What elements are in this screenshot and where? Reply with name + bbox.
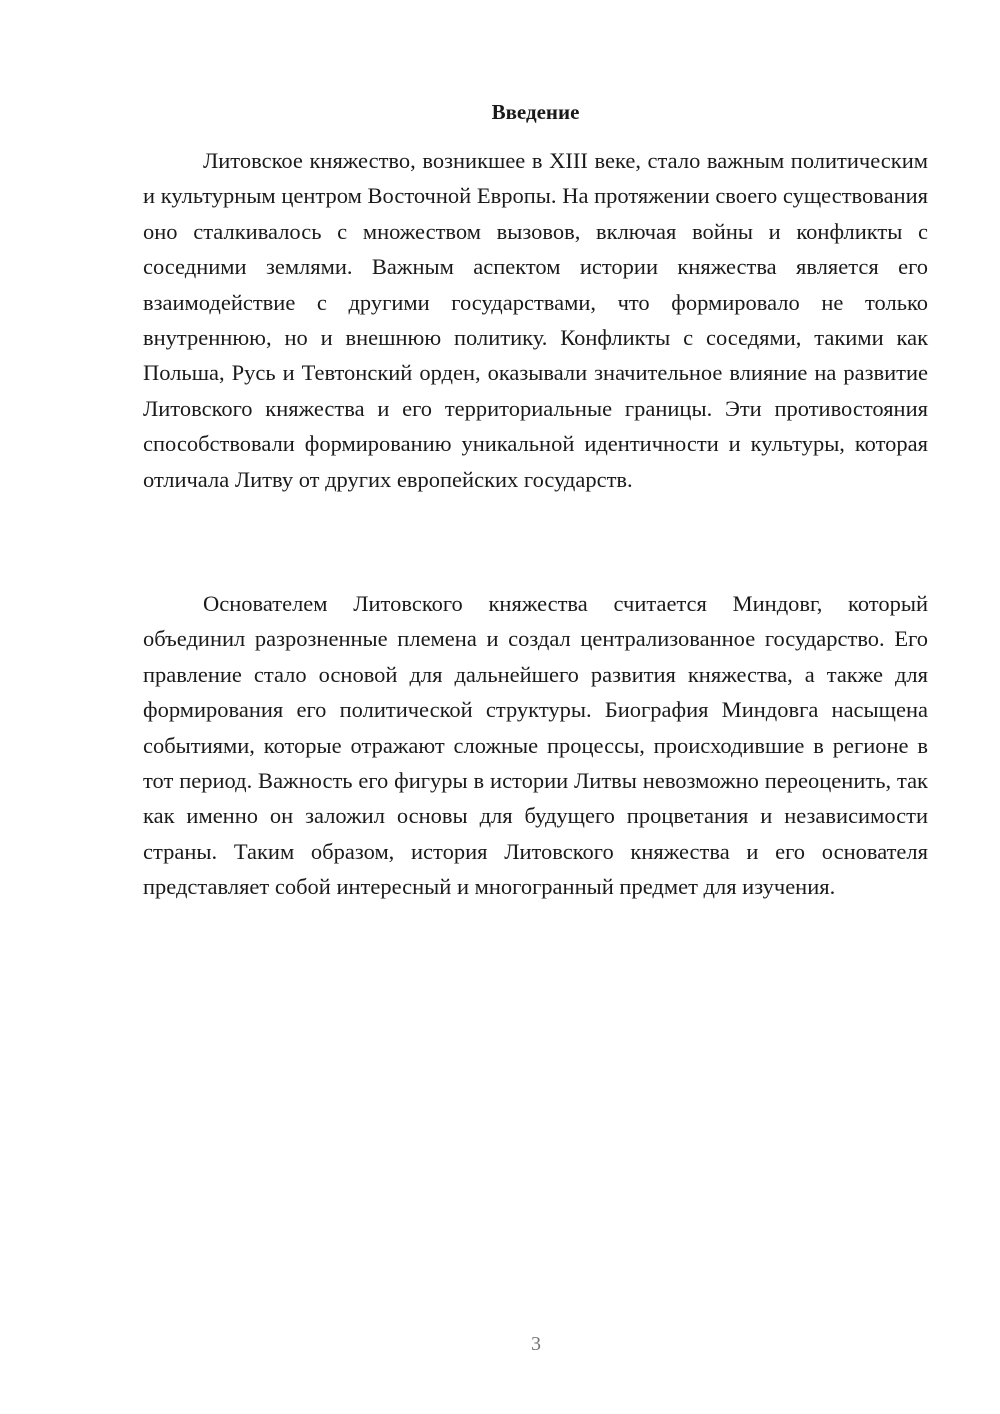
section-heading: Введение xyxy=(491,100,580,124)
paragraph-founder: Основателем Литовского княжества считается Миндовг, который объединил разрозненные племена и создал централизованное государство. Его правление стало основой для дальнейшего развития княжества, а также для формирования его политической структуры. Биография Миндовга насыщена событиями, которые отражают сложные процессы, происходившие в регионе в тот период. Важность его фигуры в истории Литвы невозможно переоценить, так как именно он заложил основы для будущего процветания и независимости страны. Таким образом, история Литовского княжества и его основателя представляет собой интересный и многогранный предмет для изучения. xyxy=(143,591,928,900)
paragraph-intro: Литовское княжество, возникшее в XIII веке, стало важным политическим и культурным центром Восточной Европы. На протяжении своего существования оно сталкивалось с множеством вызовов, включая войны и конфликты с соседними землями. Важным аспектом истории княжества является его взаимодействие с другими государствами, что формировало не только внутреннюю, но и внешнюю политику. Конфликты с соседями, такими как Польша, Русь и Тевтонский орден, оказывали значительное влияние на развитие Литовского княжества и его территориальные границы. Эти противостояния способствовали формированию уникальной идентичности и культуры, которая отличала Литву от других европейских государств. xyxy=(143,148,928,492)
page-number: 3 xyxy=(531,1333,541,1355)
